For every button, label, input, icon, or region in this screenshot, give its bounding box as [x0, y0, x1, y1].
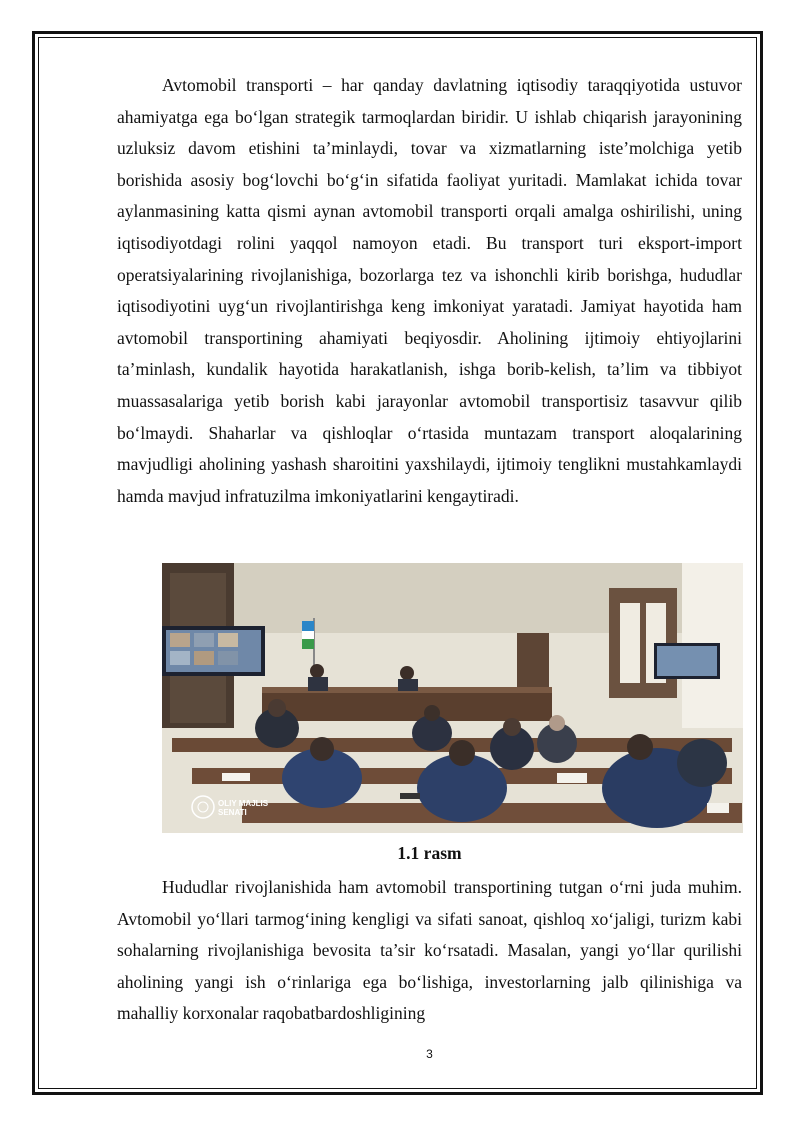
watermark-line-1: OLIY MAJLIS: [218, 799, 269, 808]
body-paragraph-1: Avtomobil transporti – har qanday davlatning iqtisodiy taraqqiyotida ustuvor ahamiyatga ega bo‘lgan strategik tarmoqlardan biridir. U ishlab chiqarish jarayonining uzluksiz davom etishini ta’minlaydi, tovar va xizmatlarning iste’molchiga yetib borishida asosiy bog‘lovchi bo‘g‘in sifatida faoliyat yuritadi. Mamlakat ichida tovar aylanmasining katta qismi aynan avtomobil transporti orqali amalga oshirilishi, uning iqtisodiyotdagi rolini yaqqol namoyon etadi. Bu transport turi eksport-import operatsiyalarining rivojlanishiga, bozorlarga tez va ishonchli kirib borishga, hududlar iqtisodiyotini uyg‘un rivojlantirishga keng imkoniyat yaratadi. Jamiyat hayotida ham avtomobil transportining ahamiyati beqiyosdir. Aholining ijtimoiy ehtiyojlarini ta’minlash, kundalik hayotida harakatlanish, ishga borib-kelish, ta’lim va tibbiyot muassasalariga yetib borish kabi jarayonlar avtomobil transportisiz tasavvur qilib bo‘lmaydi. Shaharlar va qishloqlar o‘rtasida muntazam transport aloqalarining mavjudligi aholining yashash sharoitini yaxshilaydi, ijtimoiy tenglikni mustahkamlaydi hamda mavjud infratuzilma imkoniyatlarini kengaytiradi.: [117, 75, 742, 506]
senate-watermark: [218, 799, 268, 817]
page-number: 3: [426, 1047, 433, 1061]
body-paragraph-2: Hududlar rivojlanishida ham avtomobil transportining tutgan o‘rni juda muhim. Avtomobil yo‘llari tarmog‘ining kengligi va sifati sanoat, qishloq xo‘jaligi, turizm kabi sohalarning rivojlanishiga bevosita ta’sir ko‘rsatadi. Masalan, yangi yo‘llar qurilishi aholining yangi ish o‘rinlariga ega bo‘lishiga, investorlarning jalb qilinishiga va mahalliy korxonalar raqobatbardoshligining: [117, 877, 742, 1024]
figure-caption: 1.1 rasm: [397, 843, 462, 863]
watermark-line-2: SENATI: [218, 808, 247, 817]
meeting-photo: [162, 563, 743, 833]
